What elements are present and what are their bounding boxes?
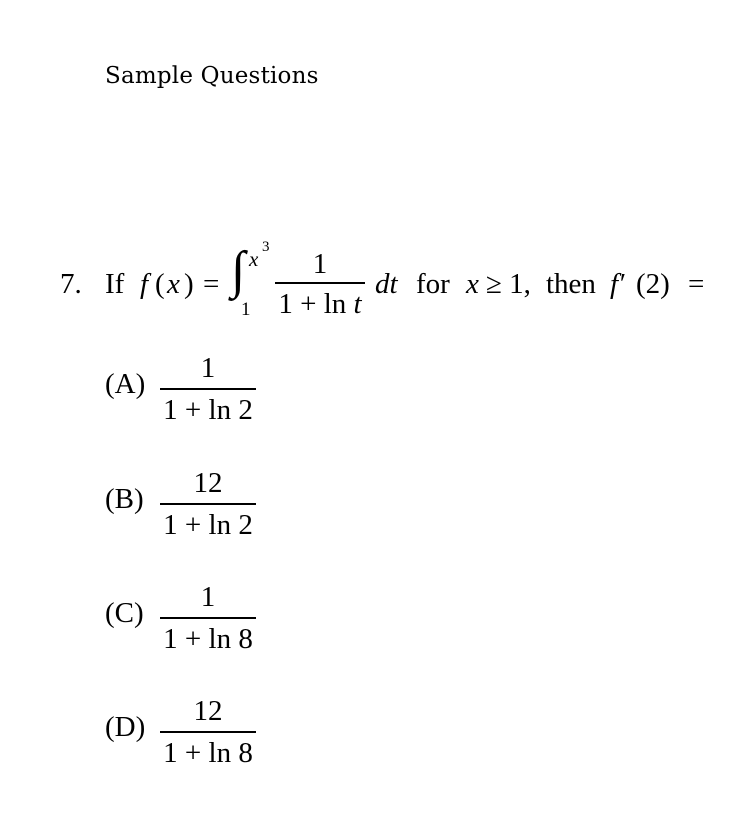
function-arg: x <box>167 268 180 300</box>
choice-denominator: 1 + ln 8 <box>163 736 253 769</box>
choice-fraction <box>160 469 256 540</box>
choice-denominator: 1 + ln 2 <box>163 393 253 426</box>
equals-sign: = <box>203 268 220 300</box>
question-number: 7. <box>60 268 82 300</box>
derivative-arg: (2) <box>636 268 670 300</box>
choice-letter: (B) <box>105 483 144 515</box>
choice-numerator: 12 <box>193 695 223 727</box>
choice-letter: (A) <box>105 368 146 400</box>
choice-numerator: 1 <box>200 581 216 613</box>
integrand-fraction <box>275 250 365 319</box>
question-if: If <box>105 268 125 300</box>
choice-letter: (D) <box>105 711 146 743</box>
choice-d[interactable] <box>0 697 750 787</box>
lower-limit: 1 <box>241 299 251 320</box>
fraction-bar <box>160 731 256 733</box>
choice-letter: (C) <box>105 597 144 629</box>
upper-limit-var: x <box>249 247 259 271</box>
final-equals: = <box>688 268 705 300</box>
paren-open: ( <box>155 268 165 300</box>
condition-rest: ≥ 1, <box>486 268 531 300</box>
choice-b[interactable] <box>0 469 750 559</box>
choice-numerator: 1 <box>200 352 216 384</box>
fraction-bar <box>160 503 256 505</box>
choice-fraction <box>160 354 256 425</box>
integrand-numerator: 1 <box>312 248 328 280</box>
fraction-bar <box>275 282 365 284</box>
for-word: for <box>416 268 450 300</box>
choice-fraction <box>160 583 256 654</box>
function-name: f <box>140 268 149 300</box>
choice-fraction <box>160 697 256 768</box>
upper-limit-exp: 3 <box>262 239 270 255</box>
differential: dt <box>375 268 398 300</box>
condition-var: x <box>466 268 479 300</box>
then-word: then <box>546 268 596 300</box>
fraction-bar <box>160 388 256 390</box>
fraction-bar <box>160 617 256 619</box>
integrand-denominator: 1 + ln t <box>278 287 362 320</box>
derivative-name: f′ <box>610 268 625 300</box>
choice-denominator: 1 + ln 2 <box>163 508 253 541</box>
question-7 <box>0 235 750 335</box>
choice-a[interactable] <box>0 354 750 444</box>
page-header-title: Sample Questions <box>105 63 319 89</box>
choice-denominator: 1 + ln 8 <box>163 622 253 655</box>
paren-close: ) <box>184 268 194 300</box>
choice-numerator: 12 <box>193 467 223 499</box>
integral-sign: ∫ <box>231 242 246 299</box>
choice-c[interactable] <box>0 583 750 673</box>
